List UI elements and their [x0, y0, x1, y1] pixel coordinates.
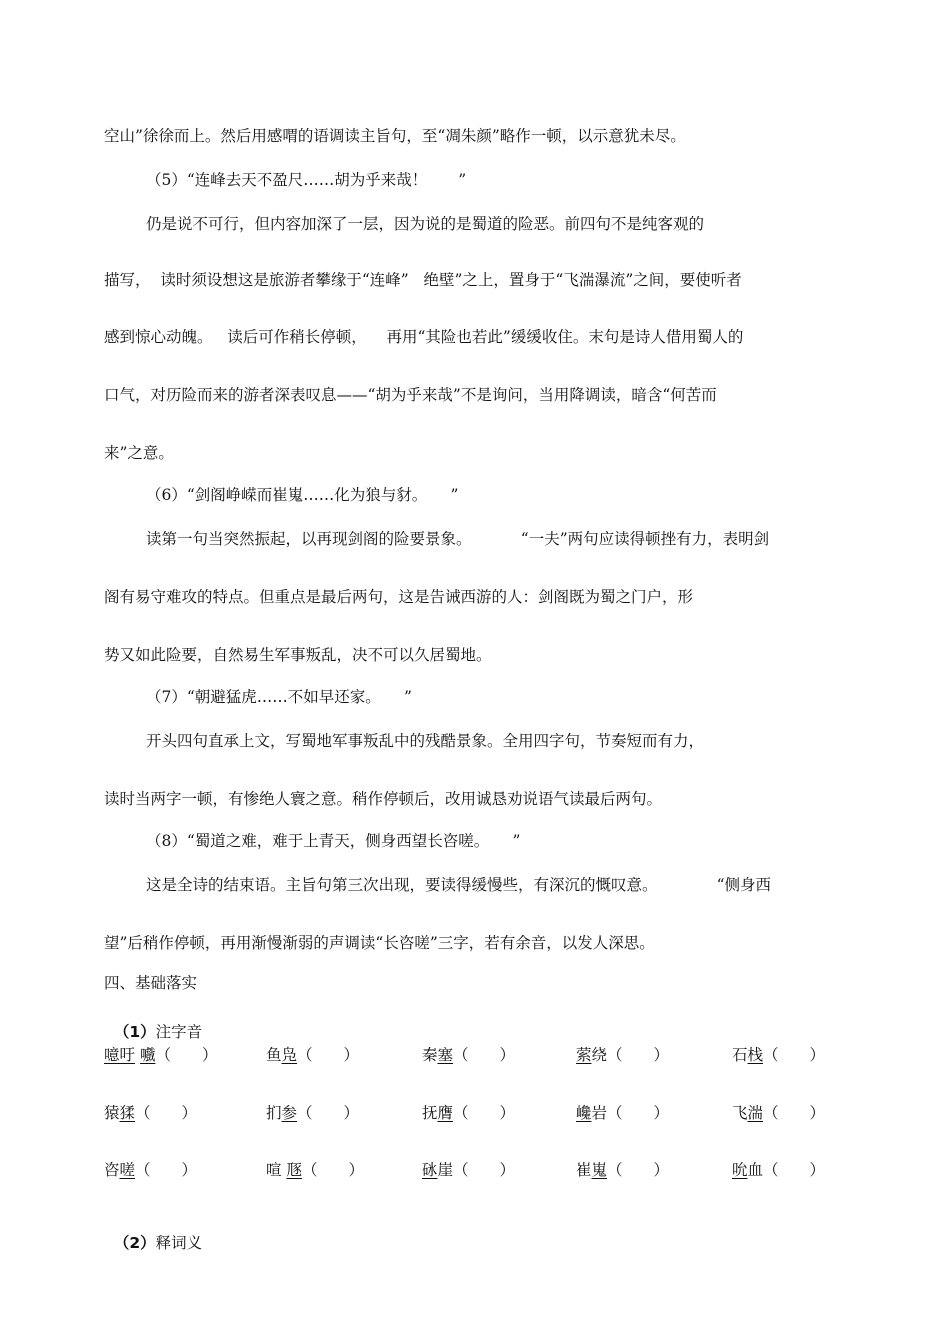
answer-blank[interactable]: （ ）: [607, 1104, 670, 1122]
answer-blank[interactable]: （ ）: [135, 1104, 198, 1122]
answer-blank[interactable]: （ ）: [763, 1161, 826, 1179]
subsection-number: （2）: [113, 1234, 156, 1252]
exercise-item: 噫吁 嚱（ ）: [104, 1046, 218, 1064]
subsection-meaning: [104, 1213, 202, 1253]
text-line: 仍是说不可行，但内容加深了一层，因为说的是蜀道的险恶。前四句不是纯客观的: [146, 215, 705, 233]
text-line: 望”后稍作停顿，再用渐慢渐弱的声调读“长咨嗟”三字，若有余音，以发人深思。: [104, 934, 655, 952]
exercise-item: 砯崖（ ）: [422, 1161, 516, 1179]
exercise-item: 萦绕（ ）: [576, 1046, 670, 1064]
exercise-item: 石栈（ ）: [732, 1046, 826, 1064]
exercise-item: 飞湍（ ）: [732, 1104, 826, 1122]
exercise-item: 喧 豗（ ）: [266, 1161, 364, 1179]
subsection-pinyin: [104, 1002, 202, 1042]
answer-blank[interactable]: （ ）: [297, 1104, 360, 1122]
exercise-row: [104, 1044, 844, 1068]
text-line: 感到惊心动魄。 读后可作稍长停顿， 再用“其险也若此”缓缓收住。末句是诗人借用蜀人的: [104, 328, 744, 346]
exercise-row: [104, 1102, 844, 1126]
text-line: 这是全诗的结束语。主旨句第三次出现，要读得缓慢些，有深沉的慨叹意。 “侧身西: [146, 876, 772, 894]
pinyin-exercise: [104, 1044, 844, 1194]
answer-blank[interactable]: （ ）: [607, 1046, 670, 1064]
reading-heading-5: （5）“连峰去天不盈尺……胡为乎来哉！ ”: [146, 171, 467, 189]
exercise-item: 抚膺（ ）: [422, 1104, 516, 1122]
exercise-item: 秦塞（ ）: [422, 1046, 516, 1064]
exercise-item: 吮血（ ）: [732, 1161, 826, 1179]
text-line: 来”之意。: [104, 444, 174, 462]
text-line: 读第一句当突然振起，以再现剑阁的险要景象。 “一夫”两句应读得顿挫有力，表明剑: [146, 530, 770, 548]
text-line: 阁有易守难攻的特点。但重点是最后两句，这是告诫西游的人：剑阁既为蜀之门户，形: [104, 588, 694, 606]
answer-blank[interactable]: （ ）: [607, 1161, 670, 1179]
answer-blank[interactable]: （ ）: [135, 1161, 198, 1179]
section-title: 四、基础落实: [104, 974, 198, 992]
text-line: 读时当两字一顿，有惨绝人寰之意。稍作停顿后，改用诚恳劝说语气读最后两句。: [104, 790, 663, 808]
exercise-item: 鱼凫（ ）: [266, 1046, 360, 1064]
exercise-item: 咨嗟（ ）: [104, 1161, 198, 1179]
subsection-number: （1）: [113, 1023, 156, 1041]
answer-blank[interactable]: （ ）: [453, 1104, 516, 1122]
exercise-row: [104, 1159, 844, 1183]
answer-blank[interactable]: （ ）: [763, 1104, 826, 1122]
subsection-title: 释词义: [155, 1234, 203, 1252]
answer-blank[interactable]: （ ）: [155, 1046, 218, 1064]
answer-blank[interactable]: （ ）: [453, 1161, 516, 1179]
text-line: 空山”徐徐而上。然后用感喟的语调读主旨句，至“凋朱颜”略作一顿，以示意犹未尽。: [104, 127, 686, 145]
text-line: 开头四句直承上文，写蜀地军事叛乱中的残酷景象。全用四字句，节奏短而有力，: [146, 732, 705, 750]
exercise-item: 猿猱（ ）: [104, 1104, 198, 1122]
subsection-title: 注字音: [155, 1023, 203, 1041]
answer-blank[interactable]: （ ）: [297, 1046, 360, 1064]
reading-heading-6: （6）“剑阁峥嵘而崔嵬……化为狼与豺。 ”: [146, 486, 459, 504]
reading-heading-7: （7）“朝避猛虎……不如早还家。 ”: [146, 688, 412, 706]
text-line: 口气，对历险而来的游者深表叹息——“胡为乎来哉”不是询问，当用降调读，暗含“何苦而: [104, 386, 717, 404]
exercise-item: 巉岩（ ）: [576, 1104, 670, 1122]
answer-blank[interactable]: （ ）: [453, 1046, 516, 1064]
text-line: 描写， 读时须设想这是旅游者攀缘于“连峰” 绝壁”之上，置身于“飞湍瀑流”之间，要使听者: [104, 271, 742, 289]
exercise-item: 崔嵬（ ）: [576, 1161, 670, 1179]
answer-blank[interactable]: （ ）: [301, 1161, 364, 1179]
reading-heading-8: （8）“蜀道之难，难于上青天，侧身西望长咨嗟。 ”: [146, 832, 521, 850]
text-line: 势又如此险要，自然易生军事叛乱，决不可以久居蜀地。: [104, 646, 492, 664]
exercise-item: 扪参（ ）: [266, 1104, 360, 1122]
answer-blank[interactable]: （ ）: [763, 1046, 826, 1064]
